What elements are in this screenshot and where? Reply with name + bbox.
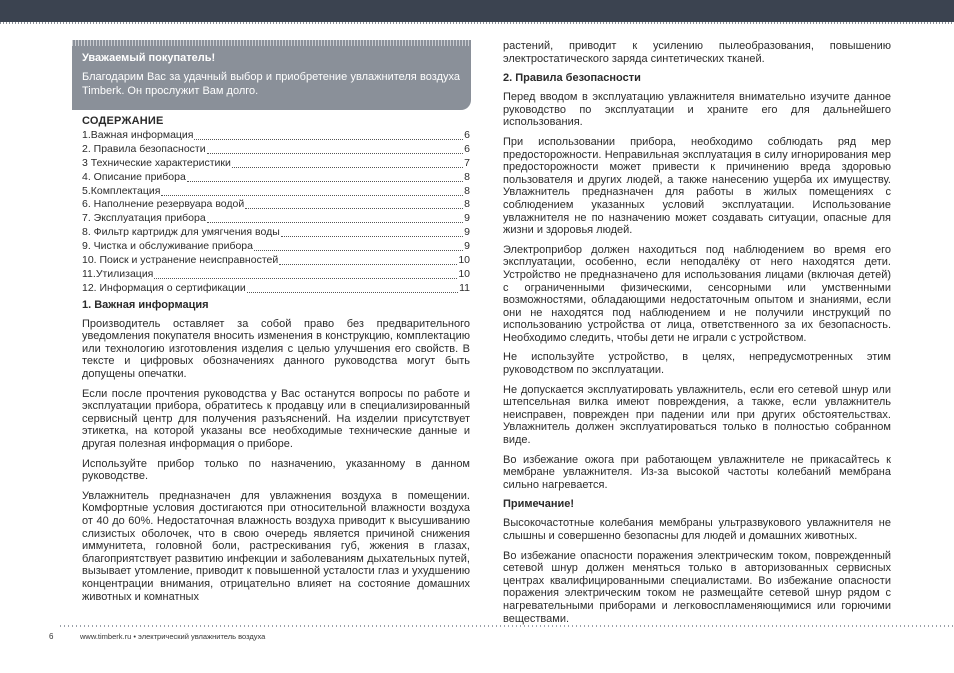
toc-item[interactable] (82, 212, 470, 226)
toc-item-label: 10. Поиск и устранение неисправностей (82, 254, 279, 267)
section2-paragraph: Во избежание ожога при работающем увлажнителе не прикасайтесь к мембране увлажнителя. Из-за высокой частоты колебаний мембрана сильно нагревается. (503, 453, 891, 491)
toc-leader (232, 157, 463, 168)
toc-item[interactable] (82, 185, 470, 199)
toc-item[interactable] (82, 268, 470, 282)
toc-leader (154, 268, 457, 279)
toc-leader (247, 282, 458, 293)
section2-paragraph: Не допускается эксплуатировать увлажнитель, если его сетевой шнур или штепсельная вилка имеют повреждения, а также, если увлажнитель неисправен, поврежден при падении или при других обстоятельствах. Увлажнитель должен эксплуатироваться только в полностью собранном виде. (503, 383, 891, 447)
section1-paragraph: Увлажнитель предназначен для увлажнения воздуха в помещении. Комфортные условия достигаются при относительной влажности воздуха от 40 до 60%. Недостаточная влажность воздуха приводит к высушиванию слизистых оболочек, что в свою очередь является причиной снижения иммунитета, головной боли, растрескивания губ, жжения в глазах, благоприятствует развитию инфекции и заболеваниям дыхательных путей, вызывает утомление, приводит к повышенной усталости глаз и ухудшению концентрации внимания, отрицательно влияет на состояние домашних животных и комнатных (82, 489, 470, 603)
section2-paragraph: Не используйте устройство, в целях, непредусмотренных этим руководством по эксплуатации. (503, 351, 891, 377)
toc-leader (161, 185, 463, 196)
left-column (82, 115, 470, 610)
toc-item[interactable] (82, 240, 470, 254)
toc-item-page: 9 (464, 212, 470, 225)
section2-heading: 2. Правила безопасности (503, 72, 641, 85)
toc-item-page: 9 (464, 226, 470, 239)
section2-paragraph: Перед вводом в эксплуатацию увлажнителя внимательно изучите данное руководство по эксплуатации и храните его для дальнейшего использования. (503, 91, 891, 129)
toc-item-label: 2. Правила безопасности (82, 142, 206, 155)
toc-item-page: 6 (464, 129, 470, 141)
greeting-text: Благодарим Вас за удачный выбор и приобретение увлажнителя воздуха Timberk. Он прослужит Вам долго. (82, 71, 460, 97)
toc-item[interactable] (82, 171, 470, 185)
greeting-box (72, 40, 471, 110)
toc-item-label: 6. Наполнение резервуара водой (82, 198, 245, 211)
greeting-ticks (72, 40, 471, 46)
toc-leader (207, 212, 463, 223)
section1-paragraph: Производитель оставляет за собой право без предварительного уведомления покупателя вносить изменения в конструкцию, комплектацию или технологию изготовления изделия с целью улучшения его свойств. В тексте и цифровых обозначениях данного руководства могут быть допущены опечатки. (82, 317, 470, 381)
toc-item-label: 12. Информация о сертификации (82, 281, 246, 294)
toc-item-label: 9. Чистка и обслуживание прибора (82, 240, 253, 253)
toc-item[interactable] (82, 129, 470, 143)
toc-item-page: 8 (464, 198, 470, 211)
toc-item-page: 8 (464, 170, 470, 183)
note-paragraph: Высокочастотные колебания мембраны ультразвукового увлажнителя не слышны и совершенно безопасны для людей и домашних животных. (503, 517, 891, 542)
toc-item[interactable] (82, 143, 470, 157)
section1-paragraph: Если после прочтения руководства у Вас останутся вопросы по работе и эксплуатации прибора, обратитесь к продавцу или в специализированный сервисный центр для получения разъяснений. На изделии присутствует этикетка, на которой указаны все необходимые технические данные и другая полезная информация о приборе. (82, 387, 470, 451)
greeting-title: Уважаемый покупатель! (82, 52, 216, 64)
top-bar-ticks (0, 22, 954, 24)
section2-paragraph: Электроприбор должен находиться под наблюдением во время его эксплуатации, особенно, если неподалёку от него находятся дети. Устройство не предназначено для использования лицами (включая детей) с ограниченными физическими, сенсорными или умственными возможностями, обладающими недостаточным опытом и знаниями, если они не находятся под наблюдением и не получили инструкций по использованию устройства от лица, ответственного за их безопасность. Необходимо следить, чтобы дети не играли с устройством. (503, 243, 891, 344)
toc-item[interactable] (82, 282, 470, 296)
toc-leader (281, 226, 463, 237)
toc-list (82, 129, 470, 296)
toc-item-page: 11 (459, 281, 470, 294)
note-paragraph: Во избежание опасности поражения электрическим током, поврежденный сетевой шнур должен меняться только в авторизованных сервисных центрах квалифицированными специалистами. Во избежание опасности поражения электрическим током не размещайте сетевой шнур рядом с нагревательными приборами и легковоспламеняющимися или горючими веществами. (503, 549, 891, 625)
section2-paragraph: При использовании прибора, необходимо соблюдать ряд мер предосторожности. Неправильная эксплуатация в силу игнорирования мер предосторожности может привести к причинению вреда здоровью пользователя и других людей, а также нанесению ущерба их имуществу. Увлажнитель предназначен для работы в жилых помещениях с соблюдением указанных условий эксплуатации. Использование увлажнителя не по назначению может создавать ситуации, опасные для жизни и здоровья людей. (503, 135, 891, 237)
toc-title: СОДЕРЖАНИЕ (82, 115, 164, 127)
page-number: 6 (49, 632, 54, 641)
footer-text: www.timberk.ru • электрический увлажнитель воздуха (80, 632, 266, 641)
toc-item-label: 1.Важная информация (82, 129, 194, 141)
right-column (503, 40, 891, 632)
toc-leader (245, 198, 463, 209)
toc-leader (207, 143, 464, 154)
toc-item-label: 7. Эксплуатация прибора (82, 212, 206, 225)
toc-item[interactable] (82, 254, 470, 268)
toc-item[interactable] (82, 198, 470, 212)
toc-leader (254, 240, 463, 251)
section1-paragraph: Используйте прибор только по назначению, указанному в данном руководстве. (82, 457, 470, 483)
toc-item[interactable] (82, 157, 470, 171)
toc-item-label: 4. Описание прибора (82, 170, 186, 183)
toc-item-page: 10 (458, 254, 470, 267)
toc-leader (279, 254, 457, 265)
toc-item-page: 6 (464, 142, 470, 155)
footer-divider (60, 625, 954, 627)
toc-item-page: 7 (464, 156, 470, 169)
toc-item-label: 11.Утилизация (82, 267, 154, 280)
section1-heading: 1. Важная информация (82, 298, 209, 311)
toc-item-page: 10 (458, 267, 470, 280)
toc-leader (194, 129, 463, 140)
toc-item-page: 9 (464, 240, 470, 253)
toc-leader (187, 171, 463, 182)
toc-item-label: 5.Комплектация (82, 184, 161, 197)
toc-item-label: 3 Технические характеристики (82, 156, 231, 169)
toc-item-label: 8. Фильтр картридж для умягчения воды (82, 226, 280, 239)
top-bar (0, 0, 954, 22)
continuation-paragraph: растений, приводит к усилению пылеобразования, повышению электростатического заряда синтетических тканей. (503, 40, 891, 65)
toc-item-page: 8 (464, 184, 470, 197)
toc-item[interactable] (82, 226, 470, 240)
note-heading: Примечание! (503, 498, 575, 511)
